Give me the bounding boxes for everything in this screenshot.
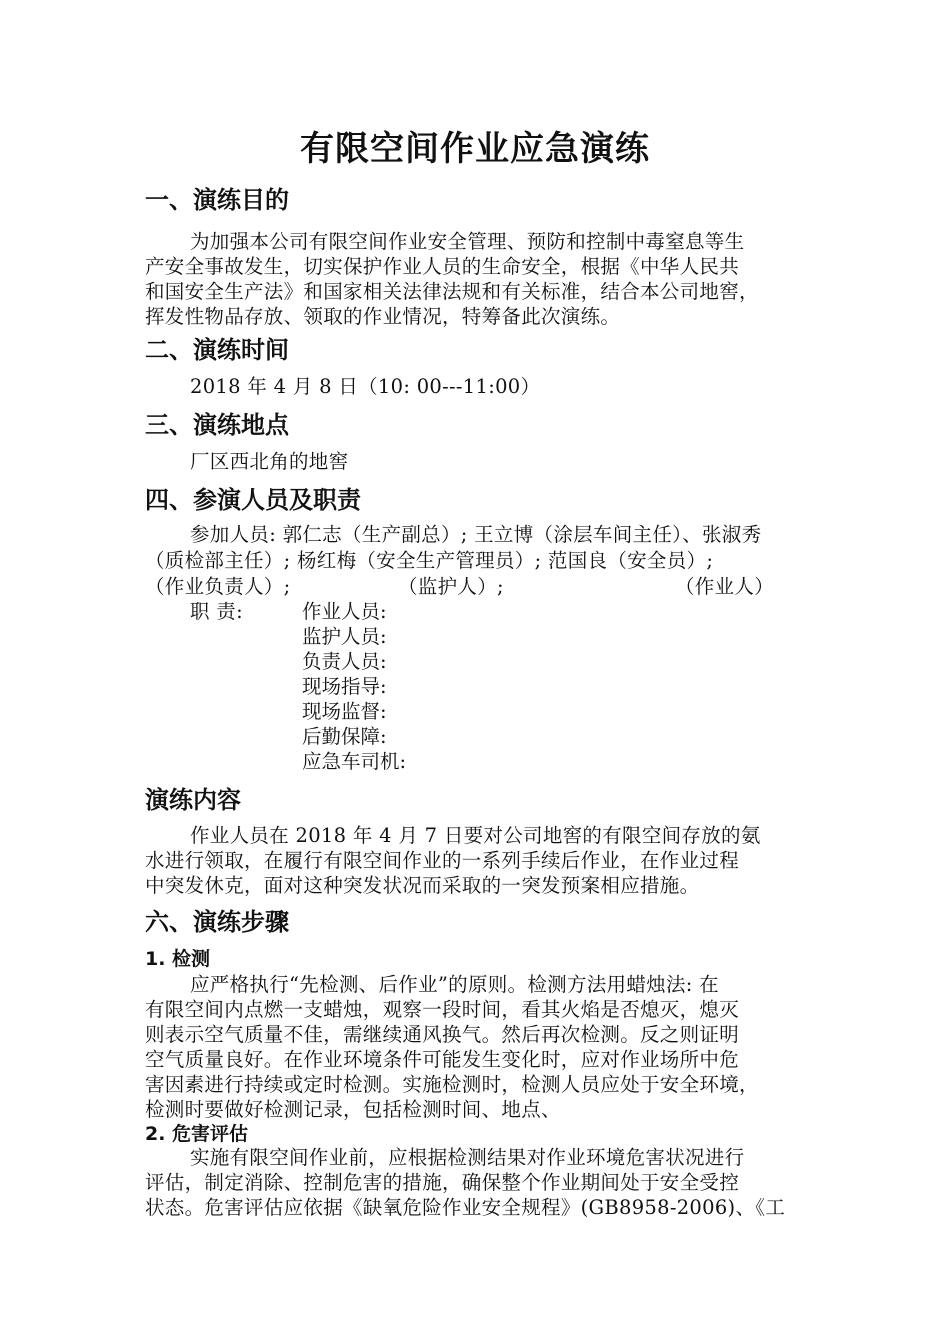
section-heading-steps: 六、演练步骤	[145, 908, 289, 936]
paragraph-line: 有限空间内点燃一支蜡烛，观察一段时间，看其火焰是否熄灭，熄灭	[145, 998, 740, 1021]
duty-item: 作业人员:	[302, 600, 387, 623]
paragraph-line: 检测时要做好检测记录，包括检测时间、地点、	[145, 1098, 561, 1121]
section-heading-participants: 四、参演人员及职责	[145, 486, 361, 514]
duty-item: 监护人员:	[302, 625, 387, 648]
paragraph-line: 水进行领取，在履行有限空间作业的一系列手续后作业，在作业过程	[145, 849, 740, 872]
paragraph-line: 和国安全生产法》和国家相关法律法规和有关标准，结合本公司地窖，	[145, 280, 759, 303]
duty-item: 现场监督:	[302, 700, 387, 723]
drill-time: 2018 年 4 月 8 日（10: 00---11:00）	[190, 375, 541, 398]
duty-item: 现场指导:	[302, 675, 387, 698]
paragraph-line: 实施有限空间作业前，应根据检测结果对作业环境危害状况进行	[190, 1146, 745, 1169]
paragraph-line: 空气质量良好。在作业环境条件可能发生变化时，应对作业场所中危	[145, 1048, 740, 1071]
section-heading-purpose: 一、演练目的	[145, 186, 289, 214]
paragraph-line: 中突发休克，面对这种突发状况而采取的一突发预案相应措施。	[145, 874, 700, 897]
drill-location: 厂区西北角的地窖	[190, 450, 349, 473]
section-heading-content: 演练内容	[145, 786, 241, 814]
subheading-detection: 1. 检测	[145, 948, 211, 970]
section-heading-time: 二、演练时间	[145, 336, 289, 364]
paragraph-line: 评估，制定消除、控制危害的措施，确保整个作业期间处于安全受控	[145, 1171, 740, 1194]
duties-label: 职 责:	[190, 600, 243, 623]
role-guardian: （监护人）;	[398, 575, 504, 598]
participants-line: 参加人员: 郭仁志（生产副总）; 王立博（涂层车间主任）、张淑秀	[190, 523, 762, 546]
paragraph-line: 应严格执行“先检测、后作业”的原则。检测方法用蜡烛法: 在	[190, 973, 719, 996]
subheading-hazard-assessment: 2. 危害评估	[145, 1123, 249, 1145]
paragraph-line: 害因素进行持续或定时检测。实施检测时，检测人员应处于安全环境，	[145, 1073, 759, 1096]
participants-line: （质检部主任）; 杨红梅（安全生产管理员）; 范国良（安全员）;	[145, 549, 714, 572]
paragraph-line: 则表示空气质量不佳，需继续通风换气。然后再次检测。反之则证明	[145, 1023, 740, 1046]
section-heading-location: 三、演练地点	[145, 411, 289, 439]
role-work-leader: （作业负责人）;	[145, 575, 291, 598]
paragraph-line: 状态。危害评估应依据《缺氧危险作业安全规程》(GB8958-2006)、《工	[145, 1196, 786, 1219]
document-title: 有限空间作业应急演练	[300, 129, 650, 169]
paragraph-line: 挥发性物品存放、领取的作业情况，特筹备此次演练。	[145, 305, 621, 328]
duty-item: 后勤保障:	[302, 725, 387, 748]
duty-item: 应急车司机:	[302, 750, 407, 773]
paragraph-line: 作业人员在 2018 年 4 月 7 日要对公司地窖的有限空间存放的氨	[190, 824, 761, 847]
duty-item: 负责人员:	[302, 650, 387, 673]
paragraph-line: 产安全事故发生，切实保护作业人员的生命安全，根据《中华人民共	[145, 255, 740, 278]
role-worker: （作业人）	[675, 575, 775, 598]
paragraph-line: 为加强本公司有限空间作业安全管理、预防和控制中毒窒息等生	[190, 230, 745, 253]
